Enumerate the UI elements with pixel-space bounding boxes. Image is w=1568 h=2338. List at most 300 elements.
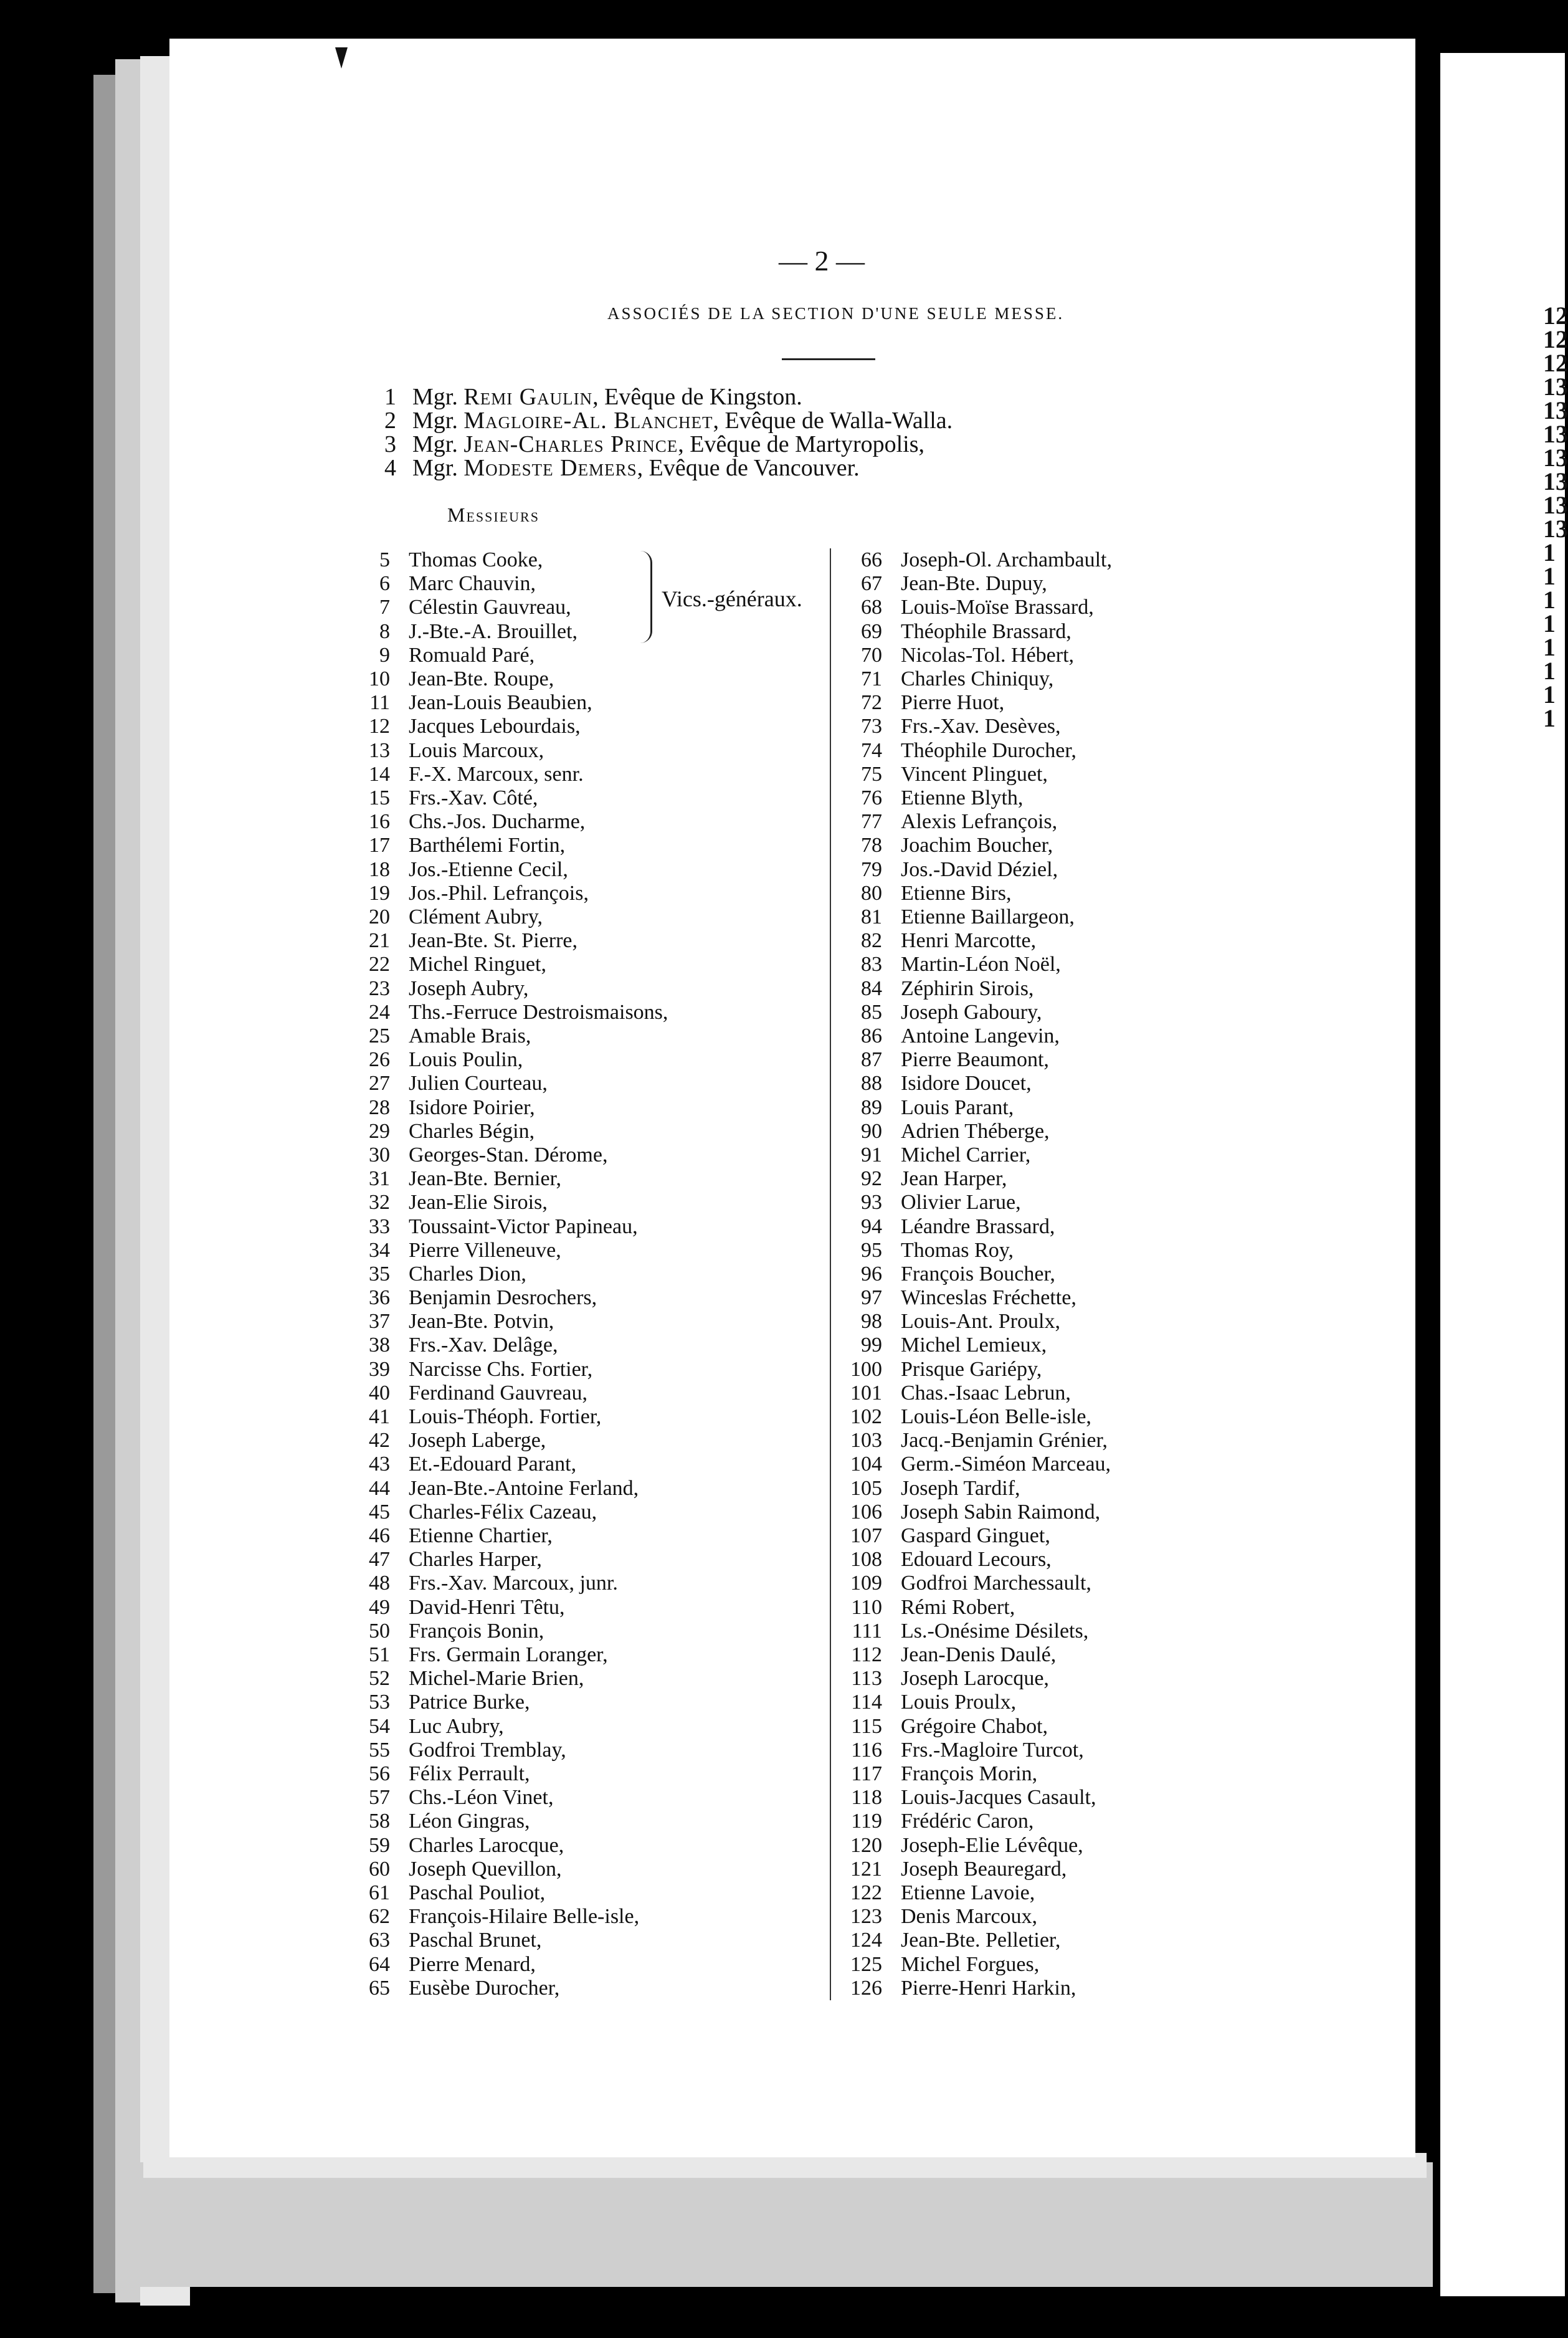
entry-name: Frs. Germain Loranger, [409, 1643, 608, 1666]
entry-name: Frs.-Xav. Côté, [409, 786, 538, 809]
entry-number: 66 [861, 548, 882, 571]
list-item [363, 1834, 811, 1857]
bishop-title: , Evêque de Kingston. [592, 384, 802, 410]
list-item [839, 1191, 1287, 1214]
list-item [839, 1667, 1287, 1690]
entry-number: 17 [369, 834, 390, 857]
entry-name: Théophile Durocher, [901, 739, 1076, 762]
list-item [839, 1239, 1287, 1262]
entry-number: 117 [851, 1762, 882, 1785]
list-item [363, 1405, 811, 1428]
entry-number: 71 [861, 667, 882, 690]
list-item [839, 858, 1287, 881]
list-item [363, 1548, 811, 1571]
entry-number: 96 [861, 1262, 882, 1286]
entry-name: Etienne Baillargeon, [901, 905, 1075, 928]
entry-name: François Morin, [901, 1762, 1038, 1785]
next-page-edge [1440, 53, 1568, 2296]
entry-name: Charles-Félix Cazeau, [409, 1501, 597, 1524]
list-item [363, 1381, 811, 1405]
entry-name: François Boucher, [901, 1262, 1055, 1286]
list-item [363, 1048, 811, 1071]
entry-name: Charles Chiniquy, [901, 667, 1054, 690]
entry-name: Germ.-Siméon Marceau, [901, 1453, 1111, 1476]
next-page-number-fragment: 1 [1543, 633, 1556, 661]
entry-number: 11 [369, 691, 390, 714]
list-item [363, 763, 811, 786]
next-page-number-fragment: 1 [1543, 704, 1556, 732]
list-item [839, 1881, 1287, 1904]
list-item [363, 953, 811, 976]
list-item [839, 1905, 1287, 1928]
list-item [839, 1691, 1287, 1714]
bishop-name: Modeste Demers [463, 455, 637, 481]
entry-name: Louis Proulx, [901, 1691, 1017, 1714]
list-item [839, 1001, 1287, 1024]
entry-number: 88 [861, 1072, 882, 1095]
entry-name: Toussaint-Victor Papineau, [409, 1215, 638, 1238]
entry-name: Paschal Pouliot, [409, 1881, 546, 1904]
entry-number: 63 [369, 1929, 390, 1952]
entry-name: Zéphirin Sirois, [901, 977, 1034, 1000]
entry-name: Clément Aubry, [409, 905, 543, 928]
list-item [363, 882, 811, 905]
list-item [363, 1977, 811, 2000]
entry-number: 53 [369, 1691, 390, 1714]
entry-name: Patrice Burke, [409, 1691, 530, 1714]
entry-number: 4 [384, 455, 396, 481]
bishop-prefix: Mgr. [412, 408, 464, 434]
list-item [839, 882, 1287, 905]
list-item [839, 1358, 1287, 1381]
entry-name: David-Henri Têtu, [409, 1596, 565, 1619]
list-item [839, 1953, 1287, 1976]
entry-name: Antoine Langevin, [901, 1024, 1060, 1047]
entry-number: 24 [369, 1001, 390, 1024]
next-page-number-fragment: 13 [1543, 491, 1568, 519]
list-item [839, 1620, 1287, 1643]
list-item [363, 1762, 811, 1785]
bishop-name: Remi Gaulin [463, 384, 593, 410]
entry-name: Louis Poulin, [409, 1048, 523, 1071]
entry-name: Charles Dion, [409, 1262, 526, 1286]
entry-name: Joseph Tardif, [901, 1477, 1020, 1500]
entry-name: Charles Bégin, [409, 1120, 535, 1143]
list-item [839, 1453, 1287, 1476]
list-item [839, 786, 1287, 809]
entry-name: Louis-Théoph. Fortier, [409, 1405, 602, 1428]
entry-name: Frs.-Magloire Turcot, [901, 1739, 1084, 1762]
list-item [363, 1643, 811, 1666]
entry-number: 15 [369, 786, 390, 809]
entry-number: 72 [861, 691, 882, 714]
list-item [839, 1977, 1287, 2000]
entry-number: 57 [369, 1786, 390, 1809]
entry-number: 120 [850, 1834, 882, 1857]
entry-name: Winceslas Fréchette, [901, 1286, 1076, 1309]
entry-number: 81 [861, 905, 882, 928]
entry-number: 123 [850, 1905, 882, 1928]
entry-number: 91 [861, 1143, 882, 1167]
bishop-prefix: Mgr. [412, 455, 464, 481]
entry-number: 104 [850, 1453, 882, 1476]
entry-name: Louis-Moïse Brassard, [901, 596, 1094, 619]
next-page-number-fragment: 13 [1543, 373, 1568, 401]
entry-number: 44 [369, 1477, 390, 1500]
entry-name: Louis-Jacques Casault, [901, 1786, 1096, 1809]
entry-name: Marc Chauvin, [409, 572, 536, 595]
next-page-number-fragment: 1 [1543, 586, 1556, 614]
entry-number: 80 [861, 882, 882, 905]
column-divider [830, 548, 831, 2000]
entry-number: 56 [369, 1762, 390, 1785]
list-item [839, 1501, 1287, 1524]
entry-name: Pierre Huot, [901, 691, 1005, 714]
list-item [839, 1262, 1287, 1286]
entry-number: 92 [861, 1167, 882, 1190]
entry-name: Gaspard Ginguet, [901, 1524, 1050, 1547]
next-page-number-fragment: 13 [1543, 444, 1568, 472]
entry-number: 1 [384, 384, 396, 410]
entry-number: 36 [369, 1286, 390, 1309]
entry-name: Julien Courteau, [409, 1072, 548, 1095]
entry-number: 83 [861, 953, 882, 976]
entry-name: Etienne Lavoie, [901, 1881, 1035, 1904]
list-item [363, 1739, 811, 1762]
entry-name: Jean-Denis Daulé, [901, 1643, 1057, 1666]
list-item [839, 1643, 1287, 1666]
entry-number: 38 [369, 1334, 390, 1357]
entry-number: 20 [369, 905, 390, 928]
list-item [363, 1929, 811, 1952]
entry-number: 28 [369, 1096, 390, 1119]
bishop-name: Magloire-Al. Blanchet [463, 408, 713, 434]
next-page-number-fragment: 1 [1543, 538, 1556, 566]
entry-name: Barthélemi Fortin, [409, 834, 566, 857]
entry-number: 113 [851, 1667, 882, 1690]
entry-number: 10 [369, 667, 390, 690]
list-item [839, 1477, 1287, 1500]
next-page-number-fragment: 13 [1543, 396, 1568, 424]
entry-number: 89 [861, 1096, 882, 1119]
entry-number: 18 [369, 858, 390, 881]
entry-number: 85 [861, 1001, 882, 1024]
list-item [363, 667, 811, 690]
entry-name: Joseph Laberge, [409, 1429, 546, 1452]
entry-name: Jean-Bte. Potvin, [409, 1310, 554, 1333]
entry-number: 69 [861, 620, 882, 643]
list-item [363, 1286, 811, 1309]
entry-number: 107 [850, 1524, 882, 1547]
entry-name: Ths.-Ferruce Destroismaisons, [409, 1001, 668, 1024]
entry-number: 79 [861, 858, 882, 881]
entry-name: Pierre Beaumont, [901, 1048, 1049, 1071]
list-item [363, 1691, 811, 1714]
entry-number: 5 [379, 548, 390, 571]
entry-name: Etienne Chartier, [409, 1524, 553, 1547]
entry-number: 7 [379, 596, 390, 619]
entry-number: 48 [369, 1572, 390, 1595]
entry-name: Isidore Poirier, [409, 1096, 535, 1119]
entry-number: 100 [850, 1358, 882, 1381]
bishop-entry [374, 409, 953, 432]
page-bottom-stack [125, 2162, 1433, 2287]
entry-name: Louis Marcoux, [409, 739, 544, 762]
entry-number: 124 [850, 1929, 882, 1952]
entry-number: 125 [850, 1953, 882, 1976]
entry-number: 52 [369, 1667, 390, 1690]
entry-name: Joseph Sabin Raimond, [901, 1501, 1101, 1524]
list-item [839, 1310, 1287, 1333]
list-item [363, 1096, 811, 1119]
entry-number: 9 [379, 644, 390, 667]
entry-number: 45 [369, 1501, 390, 1524]
entry-number: 86 [861, 1024, 882, 1047]
list-item [839, 1286, 1287, 1309]
list-item [363, 834, 811, 857]
entry-number: 70 [861, 644, 882, 667]
entry-name: Michel-Marie Brien, [409, 1667, 584, 1690]
list-item [363, 1524, 811, 1547]
list-item [363, 1334, 811, 1357]
entry-name: Et.-Edouard Parant, [409, 1453, 577, 1476]
entry-number: 22 [369, 953, 390, 976]
messieurs-heading: Messieurs [447, 503, 539, 526]
entry-name: Jean-Elie Sirois, [409, 1191, 548, 1214]
entry-name: Félix Perrault, [409, 1762, 530, 1785]
entry-number: 67 [861, 572, 882, 595]
bishop-entry [374, 456, 860, 480]
entry-number: 105 [850, 1477, 882, 1500]
entry-name: Pierre-Henri Harkin, [901, 1977, 1076, 2000]
entry-number: 118 [851, 1786, 882, 1809]
next-page-number-fragment: 1 [1543, 657, 1556, 685]
entry-number: 60 [369, 1858, 390, 1881]
list-item [839, 1096, 1287, 1119]
entry-number: 109 [850, 1572, 882, 1595]
list-item [363, 1477, 811, 1500]
entry-name: Jean-Bte. St. Pierre, [409, 929, 577, 952]
entry-name: Louis-Ant. Proulx, [901, 1310, 1060, 1333]
entry-name: Joseph-Elie Lévêque, [901, 1834, 1083, 1857]
entry-name: Olivier Larue, [901, 1191, 1021, 1214]
list-item [839, 1072, 1287, 1095]
list-item [839, 1024, 1287, 1047]
list-item [363, 1001, 811, 1024]
list-item [363, 739, 811, 762]
entry-name: Ferdinand Gauvreau, [409, 1381, 588, 1405]
entry-number: 64 [369, 1953, 390, 1976]
entry-number: 90 [861, 1120, 882, 1143]
entry-name: Pierre Menard, [409, 1953, 536, 1976]
list-item [839, 1715, 1287, 1738]
entry-number: 31 [369, 1167, 390, 1190]
entry-number: 75 [861, 763, 882, 786]
entry-name: Jean-Bte. Pelletier, [901, 1929, 1061, 1952]
section-title: ASSOCIÉS DE LA SECTION D'UNE SEULE MESSE. [607, 304, 1065, 323]
entry-name: Léandre Brassard, [901, 1215, 1055, 1238]
entry-name: Jacques Lebourdais, [409, 715, 581, 738]
entry-name: Jacq.-Benjamin Grénier, [901, 1429, 1108, 1452]
list-item [363, 929, 811, 952]
entry-number: 84 [861, 977, 882, 1000]
entry-name: Alexis Lefrançois, [901, 810, 1058, 833]
entry-number: 126 [850, 1977, 882, 2000]
entry-name: Romuald Paré, [409, 644, 535, 667]
entry-name: Jos.-Phil. Lefrançois, [409, 882, 589, 905]
list-item [363, 858, 811, 881]
entry-number: 115 [851, 1715, 882, 1738]
list-item [839, 548, 1287, 571]
entry-number: 13 [369, 739, 390, 762]
entry-name: Narcisse Chs. Fortier, [409, 1358, 593, 1381]
entry-number: 65 [369, 1977, 390, 2000]
entry-number: 110 [851, 1596, 882, 1619]
entry-number: 74 [861, 739, 882, 762]
list-item [363, 1167, 811, 1190]
entry-name: F.-X. Marcoux, senr. [409, 763, 584, 786]
entry-number: 16 [369, 810, 390, 833]
entry-name: Joseph Beauregard, [901, 1858, 1067, 1881]
entry-name: Théophile Brassard, [901, 620, 1071, 643]
entry-name: Edouard Lecours, [901, 1548, 1052, 1571]
list-item [839, 1429, 1287, 1452]
list-item [363, 1191, 811, 1214]
entry-number: 42 [369, 1429, 390, 1452]
entry-name: Godfroi Marchessault, [901, 1572, 1091, 1595]
entry-number: 82 [861, 929, 882, 952]
entry-name: Prisque Gariépy, [901, 1358, 1042, 1381]
list-item [839, 644, 1287, 667]
list-item [839, 929, 1287, 952]
bishop-title: , Evêque de Martyropolis, [678, 431, 925, 457]
vicars-general-label: Vics.-généraux. [662, 586, 802, 611]
entry-number: 23 [369, 977, 390, 1000]
entry-number: 121 [850, 1858, 882, 1881]
list-item [363, 1453, 811, 1476]
entry-name: Ls.-Onésime Désilets, [901, 1620, 1089, 1643]
list-item [363, 1024, 811, 1047]
next-page-number-fragment: 13 [1543, 515, 1568, 543]
entry-name: Joseph Gaboury, [901, 1001, 1042, 1024]
next-page-number-fragment: 1 [1543, 609, 1556, 637]
entry-name: Nicolas-Tol. Hébert, [901, 644, 1075, 667]
entry-number: 106 [850, 1501, 882, 1524]
next-page-number-fragment: 13 [1543, 467, 1568, 495]
list-item [839, 1048, 1287, 1071]
entry-number: 103 [850, 1429, 882, 1452]
entry-number: 101 [850, 1381, 882, 1405]
entry-number: 25 [369, 1024, 390, 1047]
entry-name: Denis Marcoux, [901, 1905, 1038, 1928]
entry-number: 73 [861, 715, 882, 738]
next-page-number-fragment: 13 [1543, 420, 1568, 448]
entry-number: 122 [850, 1881, 882, 1904]
entry-name: Jos.-David Déziel, [901, 858, 1058, 881]
entry-number: 43 [369, 1453, 390, 1476]
entry-name: Thomas Roy, [901, 1239, 1014, 1262]
list-item [363, 1072, 811, 1095]
entry-name: Jean-Bte. Dupuy, [901, 572, 1047, 595]
entry-name: Paschal Brunet, [409, 1929, 542, 1952]
entry-name: Louis-Léon Belle-isle, [901, 1405, 1091, 1428]
entry-name: Henri Marcotte, [901, 929, 1037, 952]
list-item [839, 667, 1287, 690]
entry-name: Eusèbe Durocher, [409, 1977, 560, 2000]
entry-number: 30 [369, 1143, 390, 1167]
list-item [363, 1262, 811, 1286]
list-item [363, 1786, 811, 1809]
bishop-entry [374, 432, 924, 456]
entry-name: Joseph Larocque, [901, 1667, 1049, 1690]
list-item [839, 1381, 1287, 1405]
entry-name: Pierre Villeneuve, [409, 1239, 561, 1262]
list-item [363, 1120, 811, 1143]
list-item [839, 1596, 1287, 1619]
next-page-number-fragment: 1 [1543, 680, 1556, 709]
list-item [363, 548, 811, 571]
list-item [363, 1858, 811, 1881]
entry-name: Jean-Bte. Roupe, [409, 667, 554, 690]
list-item [839, 905, 1287, 928]
list-item [839, 1858, 1287, 1881]
list-item [839, 620, 1287, 643]
entry-name: Jean-Bte.-Antoine Ferland, [409, 1477, 639, 1500]
list-item [363, 1596, 811, 1619]
entry-name: Michel Lemieux, [901, 1334, 1047, 1357]
entry-name: Chs.-Léon Vinet, [409, 1786, 554, 1809]
list-item [363, 905, 811, 928]
entry-name: J.-Bte.-A. Brouillet, [409, 620, 578, 643]
list-item [363, 644, 811, 667]
list-item [839, 1834, 1287, 1857]
list-item [839, 739, 1287, 762]
entry-name: Frs.-Xav. Marcoux, junr. [409, 1572, 618, 1595]
list-item [839, 1405, 1287, 1428]
entry-name: Chas.-Isaac Lebrun, [901, 1381, 1071, 1405]
entry-name: Joseph-Ol. Archambault, [901, 548, 1112, 571]
list-item [363, 1810, 811, 1833]
entry-number: 97 [861, 1286, 882, 1309]
entry-number: 68 [861, 596, 882, 619]
entry-number: 29 [369, 1120, 390, 1143]
entry-name: Benjamin Desrochers, [409, 1286, 597, 1309]
list-item [363, 1905, 811, 1928]
entry-number: 46 [369, 1524, 390, 1547]
entry-number: 62 [369, 1905, 390, 1928]
entry-number: 114 [851, 1691, 882, 1714]
page-number: — 2 — [779, 245, 865, 277]
entry-number: 32 [369, 1191, 390, 1214]
entry-number: 77 [861, 810, 882, 833]
entry-number: 33 [369, 1215, 390, 1238]
list-item [839, 1548, 1287, 1571]
entry-name: Jos.-Etienne Cecil, [409, 858, 568, 881]
list-item [839, 1524, 1287, 1547]
list-item [839, 1929, 1287, 1952]
list-item [839, 1167, 1287, 1190]
bishop-prefix: Mgr. [412, 431, 464, 457]
bishop-title: , Evêque de Walla-Walla. [713, 408, 953, 434]
entry-number: 47 [369, 1548, 390, 1571]
list-item [839, 715, 1287, 738]
list-item [363, 1143, 811, 1167]
entry-name: Léon Gingras, [409, 1810, 530, 1833]
entry-name: Godfroi Tremblay, [409, 1739, 566, 1762]
list-item [839, 953, 1287, 976]
list-item [363, 1953, 811, 1976]
entry-name: Michel Carrier, [901, 1143, 1031, 1167]
